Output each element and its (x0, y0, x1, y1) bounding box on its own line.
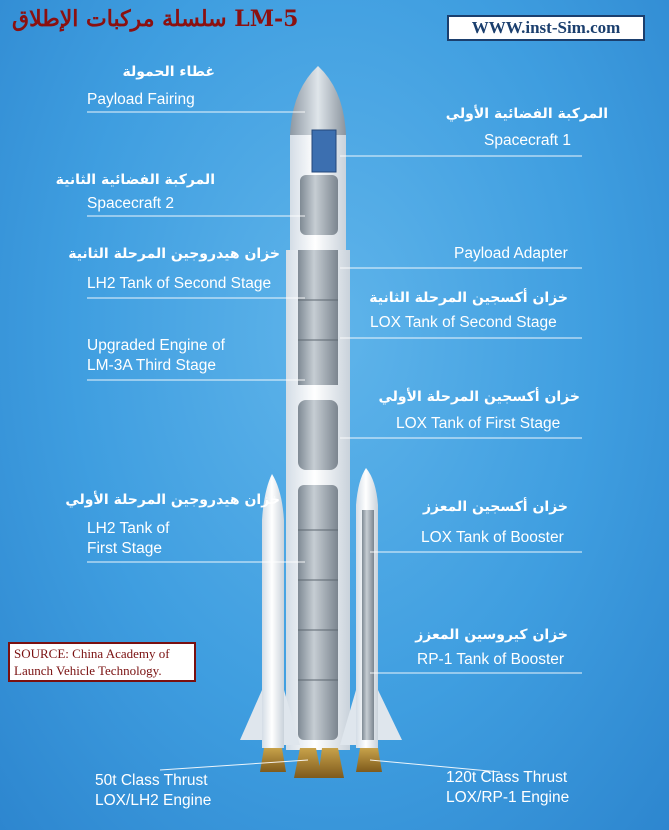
label-lh2-first-line2: First Stage (87, 540, 162, 557)
core-stage-shape (286, 175, 350, 750)
label-rp1-booster-ar: خزان كيروسين المعزز (415, 627, 568, 643)
label-spacecraft1-ar: المركبة الفضائية الأولي (445, 106, 608, 122)
label-engine-120t-line2: LOX/RP-1 Engine (446, 789, 570, 806)
website-badge: WWW.inst-Sim.com (447, 15, 645, 41)
source-line1: SOURCE: China Academy of (14, 646, 170, 661)
label-spacecraft2-en: Spacecraft 2 (87, 195, 175, 212)
label-rp1-booster-en: RP-1 Tank of Booster (417, 651, 565, 668)
label-lh2-first-line1: LH2 Tank of (87, 520, 170, 537)
page-title: سلسلة مركبات الإطلاق LM-5 (12, 6, 299, 32)
label-lox-second-ar: خزان أكسجين المرحلة الثانية (369, 290, 568, 306)
label-spacecraft2-ar: المركبة الفضائية الثانية (55, 172, 215, 188)
label-lox-second-en: LOX Tank of Second Stage (370, 314, 557, 331)
source-note (8, 642, 196, 682)
label-engine-120t-line1: 120t Class Thrust (446, 769, 568, 786)
label-lox-booster-en: LOX Tank of Booster (421, 529, 564, 546)
label-payload-fairing-en: Payload Fairing (87, 91, 195, 108)
engine-nozzles (260, 748, 382, 778)
label-engine-50t-line2: LOX/LH2 Engine (95, 792, 212, 809)
label-lox-first-ar: خزان أكسجين المرحلة الأولي (378, 389, 580, 405)
label-lox-booster-ar: خزان أكسجين المعزز (423, 499, 568, 515)
label-engine-50t-line1: 50t Class Thrust (95, 772, 208, 789)
label-payload-adapter: Payload Adapter (454, 245, 568, 262)
label-upgraded-engine-line2: LM-3A Third Stage (87, 357, 216, 374)
label-lh2-first-ar: خزان هيدروجين المرحلة الأولي (65, 492, 280, 508)
label-lox-first-en: LOX Tank of First Stage (396, 415, 561, 432)
label-upgraded-engine-line1: Upgraded Engine of (87, 337, 225, 354)
label-spacecraft1-en: Spacecraft 1 (484, 132, 572, 149)
label-payload-fairing-ar: غطاء الحمولة (122, 64, 215, 80)
label-lh2-second-en: LH2 Tank of Second Stage (87, 275, 272, 292)
label-lh2-second-ar: خزان هيدروجين المرحلة الثانية (68, 246, 280, 262)
source-line2: Launch Vehicle Technology. (14, 663, 162, 678)
